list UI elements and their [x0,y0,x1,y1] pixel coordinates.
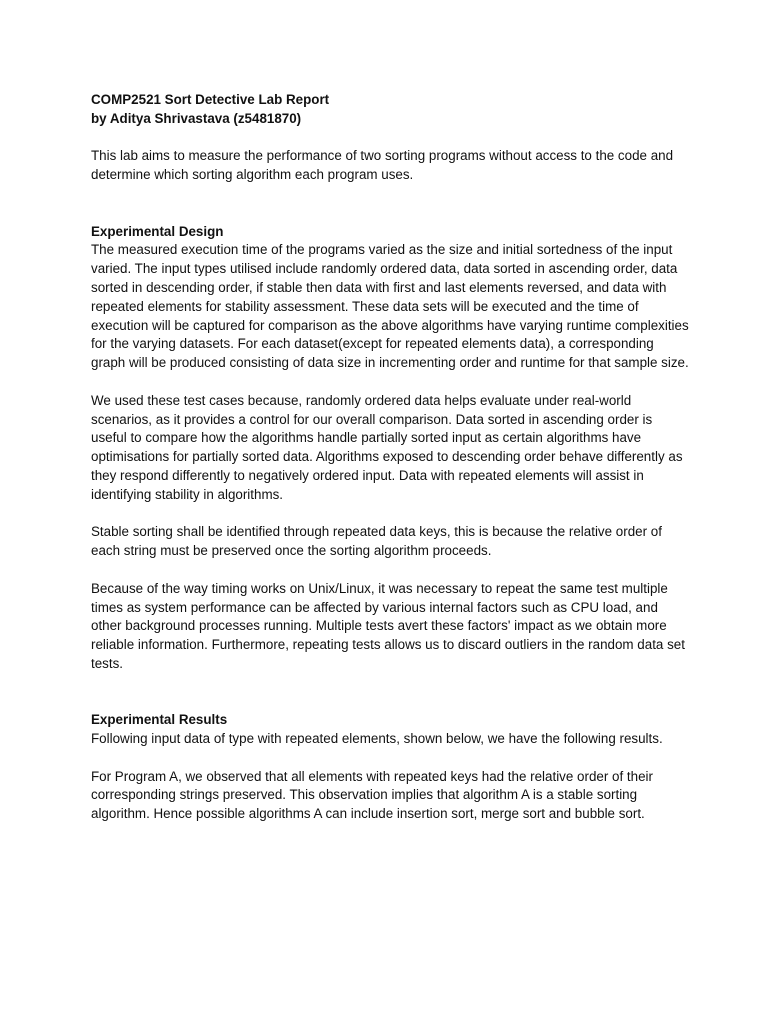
design-paragraph-4: Because of the way timing works on Unix/Linux, it was necessary to repeat the same test multiple times as system performance can be affected by various internal factors such as CPU load, and other background processes running. Multiple tests avert these factors' impact as we obtain more reliable information. Furthermore, repeating tests allows us to discard outliers in the random data set tests. [91,580,685,671]
section-heading-results: Experimental Results [91,712,228,728]
results-paragraph-1: Following input data of type with repeated elements, shown below, we have the following results. [91,731,663,747]
section-heading-design: Experimental Design [91,223,224,239]
report-author: by Aditya Shrivastava (z5481870) [91,110,302,126]
design-paragraph-2: We used these test cases because, randomly ordered data helps evaluate under real-world scenarios, as it provides a control for our overall comparison. Data sorted in ascending order is useful to compare how the algorithms handle partially sorted input as certain algorithms have optimisations for partially sorted data. Algorithms exposed to descending order behave differently as they respond differently to negatively ordered input. Data with repeated elements will assist in identifying stability in algorithms. [91,392,683,502]
results-paragraph-2: For Program A, we observed that all elements with repeated keys had the relative order of their corresponding strings preserved. This observation implies that algorithm A is a stable sorting algorithm. Hence possible algorithms A can include insertion sort, merge sort and bubble sort. [91,768,653,822]
intro-paragraph: This lab aims to measure the performance of two sorting programs without access to the code and determine which sorting algorithm each program uses. [91,148,674,183]
document-page [91,91,691,824]
design-paragraph-3: Stable sorting shall be identified through repeated data keys, this is because the relative order of each string must be preserved once the sorting algorithm proceeds. [91,524,662,559]
report-title: COMP2521 Sort Detective Lab Report [91,92,330,107]
design-paragraph-1: The measured execution time of the programs varied as the size and initial sortedness of the input varied. The input types utilised include randomly ordered data, data sorted in ascending order, data sorted in descending order, if stable then data with first and last elements reversed, and data with repeated elements for stability assessment. These data sets will be executed and the time of execution will be captured for comparison as the above algorithms have varying runtime complexities for the varying datasets. For each dataset(except for repeated elements data), a corresponding graph will be produced consisting of data size in incrementing order and runtime for that sample size. [91,242,689,371]
